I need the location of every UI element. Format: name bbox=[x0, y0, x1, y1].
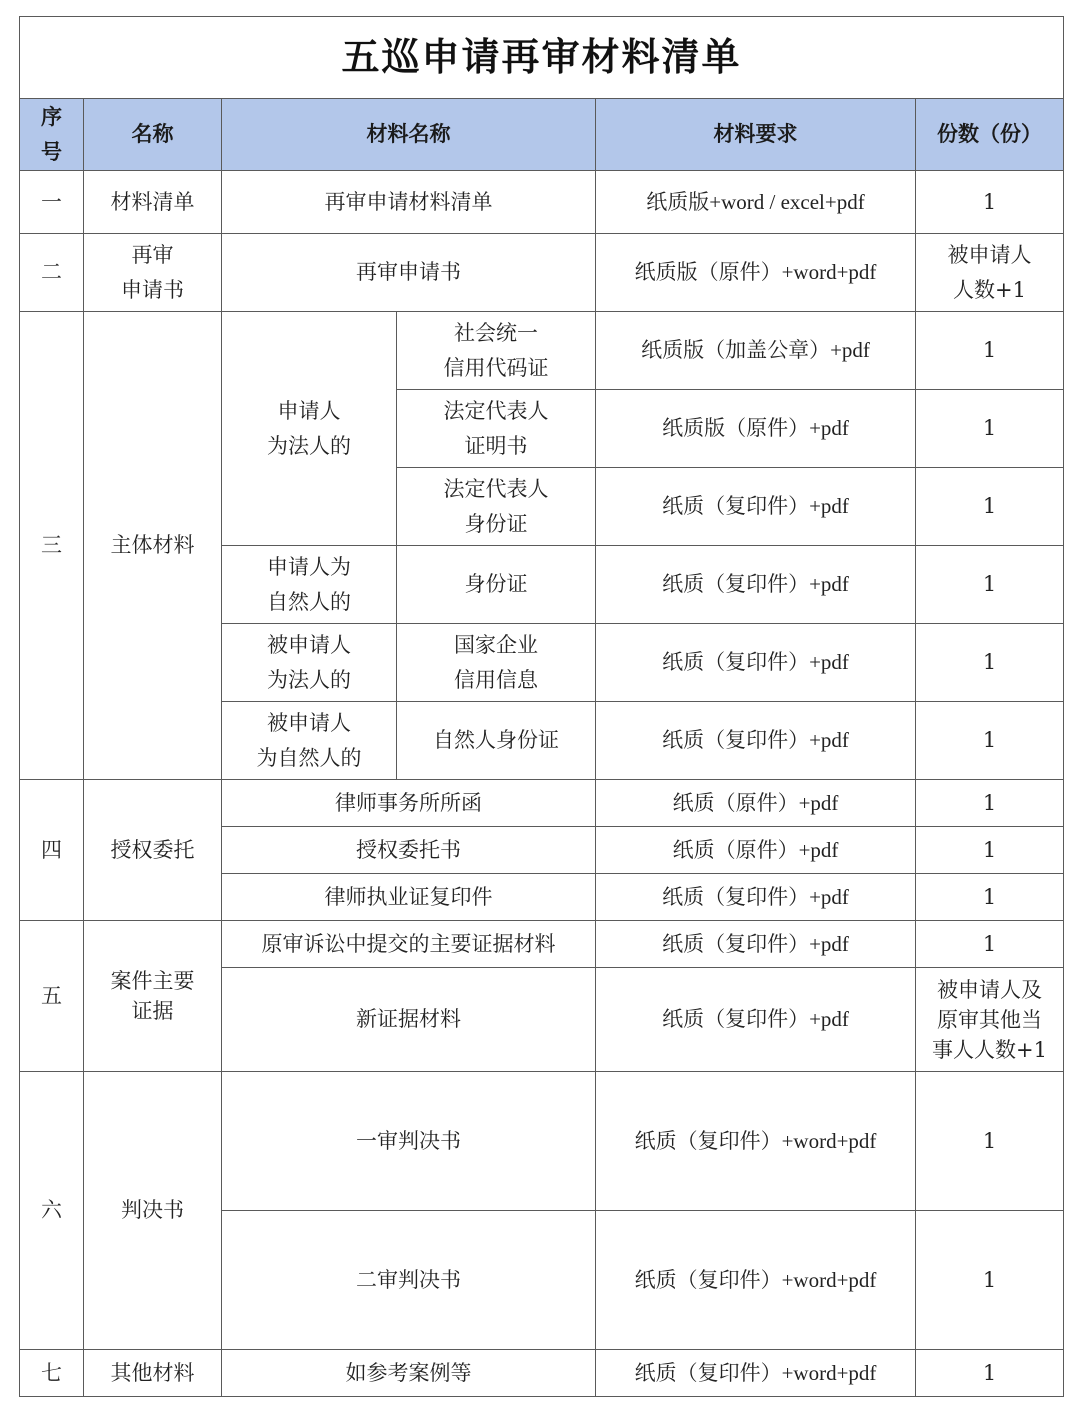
material-requirement: 纸质（复印件）+pdf bbox=[596, 546, 916, 624]
material-name: 国家企业 信用信息 bbox=[397, 624, 596, 702]
copies: 1 bbox=[916, 171, 1064, 234]
applicant-group-natural: 申请人为 自然人的 bbox=[222, 546, 397, 624]
row-index: 二 bbox=[20, 234, 84, 312]
material-requirement: 纸质（复印件）+pdf bbox=[596, 624, 916, 702]
table-row bbox=[20, 1072, 1064, 1211]
material-requirement: 纸质版（原件）+pdf bbox=[596, 390, 916, 468]
header-name: 名称 bbox=[84, 99, 222, 171]
material-name: 社会统一 信用代码证 bbox=[397, 312, 596, 390]
material-name: 二审判决书 bbox=[222, 1211, 596, 1350]
table-row bbox=[20, 171, 1064, 234]
table-row bbox=[20, 780, 1064, 827]
material-requirement: 纸质（复印件）+pdf bbox=[596, 468, 916, 546]
table-row bbox=[20, 312, 1064, 390]
material-name: 法定代表人 证明书 bbox=[397, 390, 596, 468]
copies: 1 bbox=[916, 390, 1064, 468]
material-requirement: 纸质（复印件）+pdf bbox=[596, 921, 916, 968]
table-row bbox=[20, 234, 1064, 312]
materials-table bbox=[19, 16, 1064, 1397]
row-index: 六 bbox=[20, 1072, 84, 1350]
row-name: 再审 申请书 bbox=[84, 234, 222, 312]
material-name: 律师执业证复印件 bbox=[222, 874, 596, 921]
material-requirement: 纸质（复印件）+pdf bbox=[596, 702, 916, 780]
copies: 被申请人及 原审其他当 事人人数+1 bbox=[916, 968, 1064, 1072]
table-header-row bbox=[20, 99, 1064, 171]
header-index: 序 号 bbox=[20, 99, 84, 171]
row-name: 主体材料 bbox=[84, 312, 222, 780]
material-requirement: 纸质（原件）+pdf bbox=[596, 827, 916, 874]
row-index: 七 bbox=[20, 1350, 84, 1397]
material-name: 新证据材料 bbox=[222, 968, 596, 1072]
row-index: 五 bbox=[20, 921, 84, 1072]
row-name: 授权委托 bbox=[84, 780, 222, 921]
material-name: 自然人身份证 bbox=[397, 702, 596, 780]
material-requirement: 纸质（复印件）+word+pdf bbox=[596, 1350, 916, 1397]
material-requirement: 纸质（复印件）+word+pdf bbox=[596, 1072, 916, 1211]
header-material: 材料名称 bbox=[222, 99, 596, 171]
table-row bbox=[20, 921, 1064, 968]
material-name: 再审申请书 bbox=[222, 234, 596, 312]
material-name: 身份证 bbox=[397, 546, 596, 624]
applicant-group-legal: 申请人 为法人的 bbox=[222, 312, 397, 546]
row-index: 一 bbox=[20, 171, 84, 234]
copies: 1 bbox=[916, 312, 1064, 390]
row-index: 三 bbox=[20, 312, 84, 780]
header-requirement: 材料要求 bbox=[596, 99, 916, 171]
copies: 1 bbox=[916, 1211, 1064, 1350]
material-requirement: 纸质版（原件）+word+pdf bbox=[596, 234, 916, 312]
copies: 被申请人 人数+1 bbox=[916, 234, 1064, 312]
table-row bbox=[20, 1350, 1064, 1397]
material-name: 原审诉讼中提交的主要证据材料 bbox=[222, 921, 596, 968]
copies: 1 bbox=[916, 546, 1064, 624]
page-title: 五巡申请再审材料清单 bbox=[20, 17, 1064, 99]
material-requirement: 纸质（复印件）+word+pdf bbox=[596, 1211, 916, 1350]
material-requirement: 纸质（原件）+pdf bbox=[596, 780, 916, 827]
copies: 1 bbox=[916, 1072, 1064, 1211]
material-requirement: 纸质（复印件）+pdf bbox=[596, 968, 916, 1072]
material-requirement: 纸质（复印件）+pdf bbox=[596, 874, 916, 921]
row-name: 案件主要 证据 bbox=[84, 921, 222, 1072]
copies: 1 bbox=[916, 874, 1064, 921]
row-name: 材料清单 bbox=[84, 171, 222, 234]
row-name: 其他材料 bbox=[84, 1350, 222, 1397]
row-index: 四 bbox=[20, 780, 84, 921]
respondent-group-natural: 被申请人 为自然人的 bbox=[222, 702, 397, 780]
material-name: 如参考案例等 bbox=[222, 1350, 596, 1397]
material-requirement: 纸质版（加盖公章）+pdf bbox=[596, 312, 916, 390]
copies: 1 bbox=[916, 780, 1064, 827]
material-name: 授权委托书 bbox=[222, 827, 596, 874]
copies: 1 bbox=[916, 702, 1064, 780]
copies: 1 bbox=[916, 921, 1064, 968]
material-requirement: 纸质版+word / excel+pdf bbox=[596, 171, 916, 234]
copies: 1 bbox=[916, 827, 1064, 874]
respondent-group-legal: 被申请人 为法人的 bbox=[222, 624, 397, 702]
material-name: 法定代表人 身份证 bbox=[397, 468, 596, 546]
material-name: 律师事务所所函 bbox=[222, 780, 596, 827]
row-name: 判决书 bbox=[84, 1072, 222, 1350]
copies: 1 bbox=[916, 468, 1064, 546]
header-copies: 份数（份） bbox=[916, 99, 1064, 171]
material-name: 再审申请材料清单 bbox=[222, 171, 596, 234]
material-name: 一审判决书 bbox=[222, 1072, 596, 1211]
copies: 1 bbox=[916, 624, 1064, 702]
copies: 1 bbox=[916, 1350, 1064, 1397]
